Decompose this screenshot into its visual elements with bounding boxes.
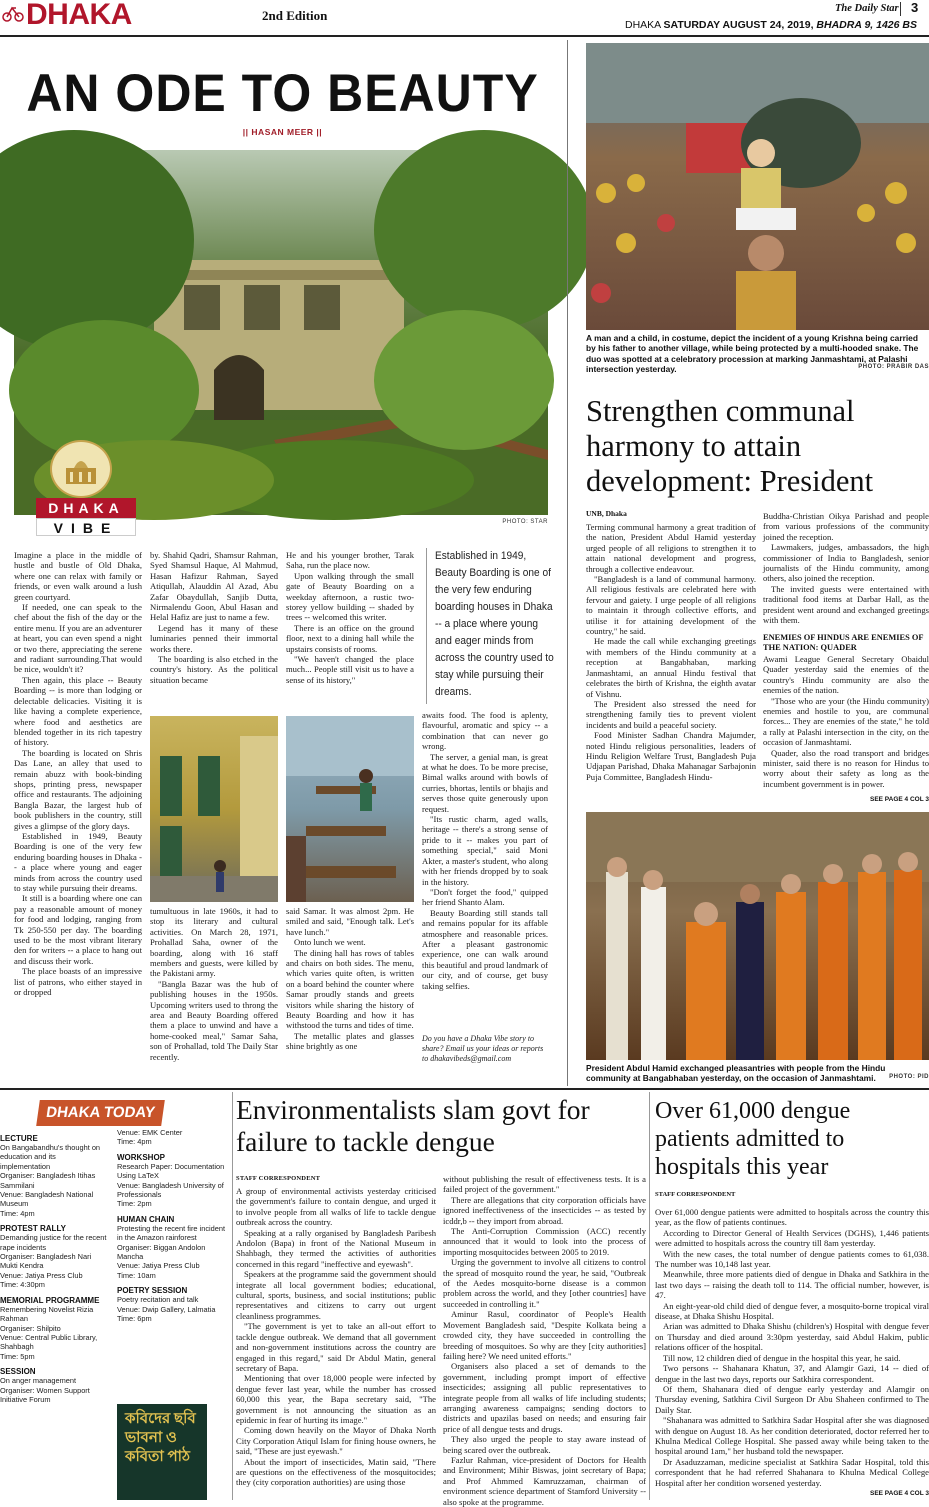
paragraph: tumultuous in late 1960s, it had to stop its literary and cultural activities. On March 28, 1971, Prohallad Saha, owner of the boarding, along with 16 staff members and guests, were killed by the Pakistani army. [150, 906, 278, 979]
paragraph: Over 61,000 dengue patients were admitted to hospitals across the country this year, as the flow of patients continues. [655, 1207, 929, 1228]
dateline [625, 19, 917, 31]
paragraph: "Bangla Bazar was the hub of publishing houses in the 1950s. Upcoming writers used to throng the area and Beauty Boarding offered them a place to unwind and have a home-cooked meal," Samar Saha, son of Prohallad, told The Daily Star recently. [150, 978, 278, 1062]
paragraph: Fazlur Rahman, vice-president of Doctors for Health and Environment; Mihir Biswas, joint secretary of Bapa; and Prof Ahmmed Kamruzzaman, chairman of environment science department of Stamford University -- also spoke at the programme. [443, 1454, 646, 1507]
feature-col-2-bottom [150, 906, 278, 1066]
president-see-page: SEE PAGE 4 COL 3 [869, 796, 929, 803]
feature-col-2-top [150, 550, 278, 710]
event-category: SESSION [0, 1367, 36, 1377]
dhaka-today-divider [232, 1092, 233, 1500]
paragraph: Buddha-Christian Oikya Parishad and people from various professions of the community joined the reception. [763, 511, 929, 542]
paragraph: "Bangladesh is a land of communal harmony. All religious festivals are celebrated here with fervour and gaiety. I urge people of all religions to maintain it through collective efforts, and utilise it for attaining development of the country," he said. [586, 574, 756, 637]
paragraph: The metallic plates and glasses shine brightly as one [286, 1030, 414, 1052]
event-detail: Time: 6pm [117, 1314, 152, 1324]
event-detail: Research Paper: Documentation Using LaTeX [117, 1161, 225, 1181]
president-byline: UNB, Dhaka [586, 509, 627, 518]
dengue-hospital-headline: Over 61,000 dengue patients admitted to hospitals this year [655, 1098, 851, 1180]
paragraph: They also urged the people to stay aware instead of being scared over the outbreak. [443, 1434, 646, 1455]
dhaka-today-title: DHAKA TODAY [36, 1100, 165, 1126]
paragraph: Coming down heavily on the Mayor of Dhaka North City Corporation Atiqul Islam for fining house owners, he said, "These are just eyewash." [236, 1425, 436, 1457]
dhaka-today-col-2 [117, 1128, 227, 1324]
event-category: PROTEST RALLY [0, 1224, 66, 1234]
courtyard-photo-credit: PHOTO: STAR [502, 519, 548, 525]
feature-byline: || HASAN MEER || [242, 127, 323, 137]
section-title: DHAKA [26, 0, 132, 31]
event-category: LECTURE [0, 1134, 38, 1143]
paragraph: "We haven't changed the place much... People still visit us to have a sense of its history," [286, 654, 414, 685]
paragraph: Urging the government to involve all citizens to control the spread of mosquito round the year, he said, "Outbreak of the Aedes mosquito-borne disease is a common problem across the world, and they [other countries] have succeeded in controlling it." [443, 1257, 646, 1309]
event-listing [0, 1296, 108, 1361]
pullquote-text: Established in 1949, Beauty Boarding is one of the very few enduring boarding houses in Dhaka -- a place where young and eager minds from across the country used to stay while pursuing their dreams. [435, 550, 554, 698]
paragraph: Meanwhile, three more patients died of dengue in Dhaka and Satkhira in the last two days -- raising the death toll to 114. The official number, however, is 47. [655, 1269, 929, 1301]
event-detail: Organiser: Bangladesh Nari Mukti Kendra [0, 1252, 92, 1271]
paragraph: Two persons -- Shahanara Khatun, 37, and Alamgir Gazi, 14 -- died of dengue in the last two days, reports our Satkhira correspondent. [655, 1363, 929, 1384]
president-col-2b [763, 654, 929, 796]
paragraph: awaits food. The food is aplenty, flavourful, aromatic and spicy -- a combination that can never go wrong. [422, 710, 548, 752]
janmashtami-caption: A man and a child, in costume, depict the incident of a young Krishna being carried by his father to another village, while being protected by a multi-hooded snake. The duo was spotted at a celebratory procession at marking Janmashtami, at Palashi intersection yesterday. [586, 333, 919, 375]
event-detail: Time: 4:30pm [0, 1280, 45, 1290]
dengue-hospital-see-page: SEE PAGE 4 COL 3 [869, 1490, 929, 1497]
event-listing [117, 1128, 227, 1147]
paragraph: "Those who are your (the Hindu community) enemies and hostile to you, are communal forces... They are enemies of the state," he told a rally at Palashi intersection in the city, on the occasion of Janmashtami. [763, 695, 929, 748]
paragraph: The dining hall has rows of tables and chairs on both sides. The menu, which varies quite often, is written on a board behind the counter where Samar proudly stands and greets visitors while sharing the history of Beauty Boarding and how it has withstood the turns and tides of time. [286, 947, 414, 1031]
poetry-poster [117, 1404, 207, 1500]
reception-photo [586, 812, 929, 1060]
dhaka-today-box [0, 1092, 230, 1500]
event-category: HUMAN CHAIN [117, 1214, 175, 1224]
event-detail: Organiser: Biggan Andolon Mancha [117, 1242, 206, 1262]
paragraph: An eight-year-old child died of dengue fever, a mosquito-borne tropical viral disease, at Dhaka Shishu Hospital. [655, 1300, 929, 1322]
president-col-1 [586, 522, 756, 807]
dining-hall-photo [286, 716, 414, 902]
paragraph: He and his younger brother, Tarak Saha, run the place now. [286, 550, 414, 571]
paragraph: Organisers also placed a set of demands to the government, including prompt import of effective insecticides; assigning all public representatives to integrate people from all walks of life including students; arranging awareness campaigns; sending doctors to districts and upazilas based on needs; and ensuring fair price of all dengue tests and drugs. [443, 1361, 646, 1434]
janmashtami-credit: PHOTO: PRABIR DAS [858, 364, 929, 370]
dateline-bengali: BHADRA 9, 1426 BS [816, 19, 917, 31]
event-detail: Venue: Jatiya Press Club [0, 1270, 83, 1280]
masthead-rule [0, 35, 929, 37]
paragraph: The Anti-Corruption Commission (ACC) recently announced that it would to look into the process of importing mosquitocides between 2005 to 2019. [443, 1226, 646, 1257]
event-listing [0, 1224, 108, 1289]
paragraph: The invited guests were entertained with traditional food items at Darbar Hall, as the president went around and exchanged greetings with them. [763, 583, 929, 626]
event-detail: Time: 10am [117, 1270, 156, 1280]
dengue-divider [649, 1092, 650, 1500]
paragraph: "The government is yet to take an all-out effort to tackle dengue outbreak. We demand that all government and non-government institutions across the country are engaged in this regard," said Dr Abdul Matin, general secretary of Bapa. [236, 1321, 436, 1373]
paragraph: Dr Asaduzzaman, medicine specialist at Satkhira Sadar Hospital, told this correspondent that he had referred Shahanara to Khulna Medical College Hospital after her condition worsened yesterday. [655, 1456, 929, 1488]
page-number: 3 [911, 0, 919, 15]
paragraph: Quader, also the road transport and bridges minister, said there is no reason for Hindus to worry about their safety as long as the incumbent government is in power. [763, 747, 929, 789]
paragraph: Then again, this place -- Beauty Boarding -- is more than lodging or delectable delicacies. Visiting it is like having a complete experience, where food and aesthetics are blended together in its rich tapestry of history. [14, 674, 142, 748]
event-listing [117, 1286, 227, 1323]
paragraph: Arian was admitted to Dhaka Shishu (children's) Hospital with dengue fever on Thursday and died around 3:30pm yesterday, said Abdul Hakim, public relations officer of the hospital. [655, 1321, 929, 1353]
dateline-city: DHAKA [625, 19, 661, 31]
paragraph: The server, a genial man, is great at what he does. To be more precise, Bimal walks around with bowls of curries, bhortas, lentils or bhajis and serves those quite generously upon request. [422, 751, 548, 814]
paragraph: The President also stressed the need for strengthening family ties to prevent violent incidents and build a peaceful society. [586, 698, 756, 730]
poster-text: কবিদের ছবি ভাবনা ও কবিতা পাঠ [125, 1411, 196, 1465]
dengue-govt-byline: STAFF CORRESPONDENT [236, 1175, 321, 1182]
feature-footer-note: Do you have a Dhaka Vibe story to share? Email us your ideas or reports to dhakavibeds@gmail.com [422, 1034, 544, 1063]
paragraph: If needed, one can speak to the chef about the fish of the day or the entire menu. If you are an adventurer at heart, you can even spend a night or two there, appreciating the serene and radiant surrounding.That would be nice, wouldn't it? [14, 602, 142, 675]
event-detail: Venue: Central Public Library, Shahbagh [0, 1332, 98, 1352]
feature-col-4 [422, 710, 548, 1030]
paragraph: without publishing the result of effectiveness tests. It is a failed project of the government." [443, 1174, 646, 1195]
paragraph: He made the call while exchanging greetings with members of the Hindu community at a reception at Bangabhaban, marking Janmashtami, an annual Hindu festival that celebrates the birth of Krishna, the eighth avatar of Vishnu. [586, 636, 756, 699]
paragraph: According to Director General of Health Services (DGHS), 1,446 patients were admitted to hospitals across the country till 8am yesterday. [655, 1227, 929, 1249]
paragraph: There is an office on the ground floor, next to a dining hall while the upstairs consists of rooms. [286, 622, 414, 654]
paragraph: Terming communal harmony a great tradition of the nation, President Abdul Hamid yesterday urged people of all religions to strengthen it to attain national development and progress, through a collective endeavour. [586, 522, 756, 574]
paragraph: "Shahanara was admitted to Satkhira Sadar Hospital after she was diagnosed with dengue on August 18. As her condition deteriorated, doctor referred her to Khulna Medical College Hospital. She passed away while being taken to the hospital around 1am," her husband told the newspaper. [655, 1415, 929, 1457]
section-rule [0, 1088, 929, 1090]
paragraph: Upon walking through the small gate of Beauty Boarding on a weekday afternoon, a rustic two-storey yellow building -- shaded by trees -- welcomed this writer. [286, 570, 414, 623]
paragraph: "Don't forget the food," quipped her friend Shanto Alam. [422, 886, 548, 908]
dateline-date: SATURDAY AUGUST 24, 2019, [663, 19, 814, 31]
feature-col-3-top [286, 550, 414, 710]
paragraph: About the import of insecticides, Matin said, "There are questions on the effectiveness of the mosquitocides; they (city corporation authorities) are using those [236, 1456, 436, 1488]
dhaka-today-col-1 [0, 1128, 108, 1404]
paragraph: Imagine a place in the middle of hustle and bustle of Old Dhaka, where one can relax with family or friends, or even walk around a lush green courtyard. [14, 550, 142, 602]
paragraph: A group of environmental activists yesterday criticised the government's failure to contain dengue, and urged it to involve people from all walks of life to tackle dengue outbreak across the country. [236, 1186, 436, 1228]
logo-vibe-text: VIBE [36, 518, 136, 536]
paragraph: With the new cases, the total number of dengue patients comes to 61,038. The number was 10,148 last year. [655, 1248, 929, 1270]
paragraph: Speakers at the programme said the government should integrate all local government bodies; educational, cultural, sports, business, and social institutions; public representatives and citizens to carry out urgent cleanliness programmes. [236, 1269, 436, 1321]
paragraph: Speaking at a rally organised by Bangladesh Paribesh Andolon (Bapa) in front of the National Museum in Shahbagh, they termed the activities of authorities concerned in this regard "ineffective and eyewash". [236, 1227, 436, 1269]
feature-headline: AN ODE TO BEAUTY [26, 63, 539, 123]
feature-col-1 [14, 550, 142, 1070]
paragraph: Awami League General Secretary Obaidul Quader yesterday said the enemies of the country's Hindu community are also the enemies of the nation. [763, 654, 929, 696]
paragraph: by. Shahid Qadri, Shamsur Rahman, Syed Shamsul Haque, Al Mahmud, Hasan Hafizur Rahman, Sayed Atiqullah, Alauddin Al Azad, Abu Zafar Obaydullah, Sanjib Dutta, Nirmalendu Goon, Abul Hasan and Helal Hafiz are just to name a few. [150, 550, 278, 623]
paragraph: Food Minister Sadhan Chandra Majumder, noted Hindu religious personalities, leaders of Hindu Religion Welfare Trust, Bangladesh Puja Udjapan Parishad, Dhaka Mahanagar Sarbajonin Puja Committee, Bangladesh Hindu- [586, 730, 756, 782]
dhaka-vibe-logo [32, 440, 142, 540]
event-listing [117, 1215, 227, 1280]
paragraph: The place boasts of an impressive list of patrons, who either stayed in or dropped [14, 966, 142, 998]
pullquote [426, 548, 554, 704]
paragraph: Mentioning that over 18,000 people were infected by dengue fever last year, while the number has crossed 60,000 this year, the Bapa secretary said, "The government is not announcing the situation as an epidemic in fear of hurting its image." [236, 1373, 436, 1425]
paragraph: Till now, 12 children died of dengue in the hospital this year, he said. [663, 1352, 901, 1363]
paragraph: There are allegations that city corporation officials have ignored ineffectiveness of the insecticides -- as tested by icddr,b -- they import from abroad. [443, 1194, 646, 1226]
event-detail: Venue: Bangladesh University of Professionals [117, 1180, 224, 1200]
rickshaw-icon [2, 4, 24, 22]
event-detail: Organiser: Women Support Initiative Forum [0, 1385, 90, 1404]
paragraph: The boarding is located on Shris Das Lane, an alley that used to remain abuzz with book-binding shops, printing press, newspaper office and restaurants. The adjoining Bangla Bazar, the largest hub of book publishers in the country, still gives a glimpse of the glory days. [14, 747, 142, 831]
event-detail: Venue: Bangladesh National Museum [0, 1190, 94, 1209]
building-emblem-icon [50, 440, 112, 498]
event-detail: Demanding justice for the recent rape incidents [0, 1233, 107, 1252]
event-listing [117, 1153, 227, 1209]
reception-credit: PHOTO: PID [889, 1074, 929, 1080]
president-col-2a [763, 511, 929, 633]
event-detail: Remembering Novelist Rizia Rahman [0, 1304, 94, 1324]
paragraph: Legend has it many of these luminaries penned their immortal works there. [150, 622, 278, 654]
paragraph: "Its rustic charm, aged walls, heritage -- there's a strong sense of pride to it -- makes you part of something special," said Moni Akter, a master's student, who along with her friends dropped by to soak in the history. [422, 814, 548, 887]
paragraph: Beauty Boarding still stands tall and remains popular for its affable atmosphere and reasonable prices. After a pleasant gastronomic experience, one can walk around this beautiful and proud landmark of our city, and of course, get busy taking selfies. [422, 907, 548, 991]
paragraph: Onto lunch we went. [294, 937, 366, 948]
dengue-govt-col-2 [443, 1174, 646, 1507]
paragraph: Aminur Rasul, coordinator of People's Health Movement Bangladesh said, "Despite Kolkata being a crowded city, they have succeeded in controlling the breeding of mosquitoes. So why are they [city authorities] failing here? We need united efforts." [443, 1309, 646, 1361]
event-category: POETRY SESSION [117, 1286, 188, 1296]
event-category: MEMORIAL PROGRAMME [0, 1295, 100, 1305]
dengue-hospital-byline: STAFF CORRESPONDENT [655, 1191, 736, 1198]
event-detail: Time: 5pm [0, 1351, 35, 1361]
event-listing [0, 1367, 108, 1404]
masthead-separator [900, 2, 901, 16]
event-detail: Organiser: Bangladesh Itihas Sammilani [0, 1171, 96, 1190]
paragraph: The boarding is also etched in the country's history. As the political situation became [150, 654, 278, 685]
event-detail: Protesting the recent fire incident in the Amazon rainforest [117, 1223, 226, 1243]
event-detail: Organiser: Shilpito [0, 1323, 61, 1333]
paragraph: Lawmakers, judges, ambassadors, the high commissioner of India to Bangladesh, senior journalists of the Hindu community, among others, also joined the reception. [763, 542, 929, 584]
event-detail: Time: 2pm [117, 1199, 152, 1209]
president-headline: Strengthen communal harmony to attain development: President [586, 394, 874, 498]
event-detail: Poetry recitation and talk [117, 1295, 199, 1305]
reception-caption: President Abdul Hamid exchanged pleasantries with people from the Hindu community at Bangabhaban yesterday, on the occasion of Janmashtami. [586, 1063, 886, 1084]
event-detail: On Bangabandhu's thought on education and its implementation [0, 1143, 101, 1171]
dengue-hospital-body [655, 1207, 929, 1491]
event-listing [0, 1134, 108, 1218]
event-category: WORKSHOP [117, 1152, 165, 1162]
paragraph: Established in 1949, Beauty Boarding is one of the very few enduring boarding houses in Dhaka -- a place where young and eager minds from across the country used to stay while pursuing their dreams. [14, 830, 142, 893]
dengue-govt-col-1 [236, 1186, 436, 1500]
edition-label: 2nd Edition [262, 8, 328, 23]
event-detail: Venue: Jatiya Press Club [117, 1261, 200, 1271]
paragraph: said Samar. It was almost 2pm. He smiled and said, "Enough talk. Let's have lunch." [286, 906, 414, 937]
event-detail: Time: 4pm [117, 1137, 152, 1147]
paper-logo: The Daily Star [835, 3, 899, 14]
dengue-govt-headline: Environmentalists slam govt for failure to tackle dengue [236, 1094, 590, 1157]
janmashtami-photo [586, 43, 929, 330]
paragraph: Of them, Shahanara died of dengue early yesterday and Alamgir on Thursday evening, Satkhira Civil Surgeon Dr Abu Shaheen confirmed to The Daily Star. [655, 1383, 929, 1415]
event-detail: Venue: EMK Center [117, 1128, 183, 1137]
event-detail: Time: 4pm [0, 1208, 35, 1218]
masthead [0, 0, 929, 34]
event-detail: On anger management [0, 1376, 77, 1386]
vertical-divider [567, 40, 568, 1086]
corridor-photo [150, 716, 278, 902]
logo-dhaka-text: DHAKA [36, 498, 136, 518]
paragraph: It still is a boarding where one can pay a reasonable amount of money for food and lodging, ranging from Tk 250-550 per day. The boarding used to be the most vibrant literary den for writers -- a place to hang out and discuss their work. [14, 893, 142, 966]
event-detail: Venue: Dwip Gallery, Lalmatia [117, 1304, 216, 1314]
feature-col-3-bottom [286, 906, 414, 1066]
president-subhead: ENEMIES OF HINDUS ARE ENEMIES OF THE NATION: QUADER [763, 633, 924, 652]
